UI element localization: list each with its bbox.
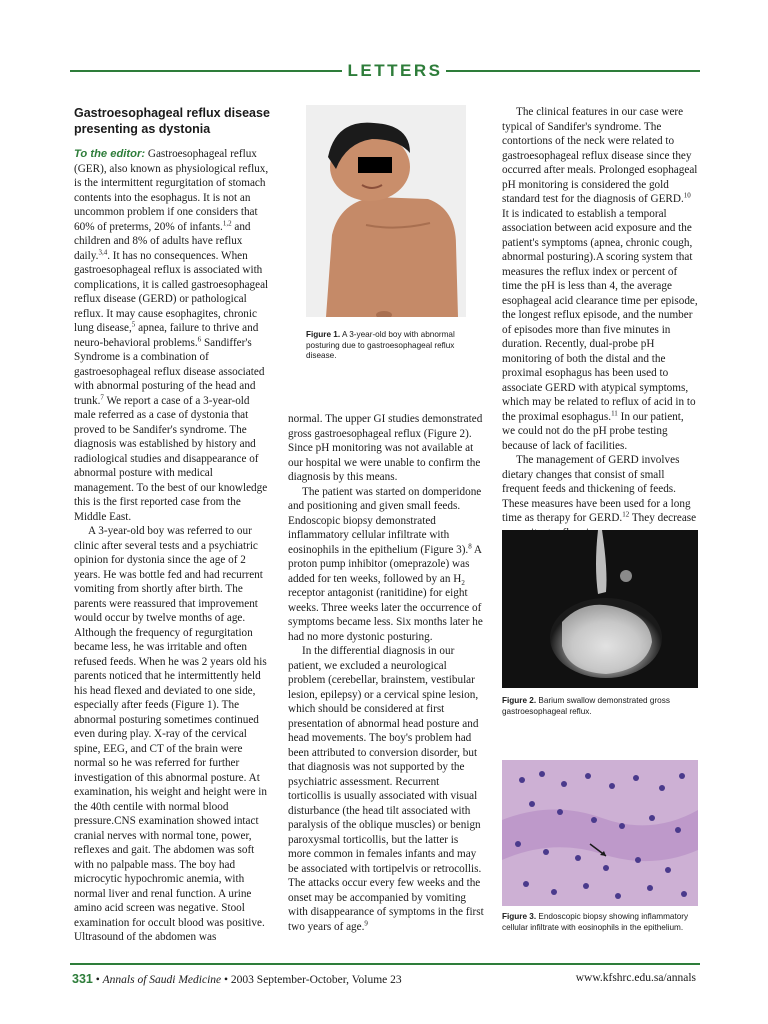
figure-1-caption: Figure 1. A 3-year-old boy with abnormal posturing due to gastroesophageal reflux disease.: [306, 330, 455, 360]
paragraph: normal. The upper GI studies demonstrated gross gastroesophageal reflux (Figure 2). Since pH monitoring was not available at our hospital we were unable to confirm the diagnosis by this means.: [288, 413, 483, 483]
paragraph: The patient was started on domperidone and positioning and given small feeds. Endoscopic biopsy demonstrated inflammatory cellular infiltrate with eosinophils in the epithelium (Figure 3).$^8$ A proton pump inhibitor (omeprazole) was added for ten weeks, followed by an $H_2$ receptor antagonist (ranitidine) for eight weeks. Three weeks later the occurrence of symptoms became less. Six months later he had no more dystonic posturing.: [288, 485, 483, 643]
lead-in: To the editor:: [74, 148, 146, 160]
column-3: [502, 105, 698, 540]
journal-name: Annals of Saudi Medicine: [102, 974, 222, 986]
paragraph: The clinical features in our case were typical of Sandifer's syndrome. The contortions of the neck were related to gastroesophageal reflux disease since they occurred after meals. Prolonged esophageal pH monitoring is considered the gold standard test for the diagnosis of GERD.$^{10}$ It is indicated to establish a temporal association between acid exposure and the patient's symptoms (apnea, chronic cough, abnormal posturing).A scoring system that measures the reflux index or percent of time the pH is less than 4, the average esophageal acid clearance time per episode, the longest reflux episode, and the number of episodes more than five minutes in duration. Recently, dual-probe pH monitoring of both the distal and the proximal esophagus has been used to associate GERD with atypical symptoms, which may be related to reflux of acid in to the proximal esophagus.$^{11}$ In our patient, we could not do the pH probe testing because of lack of facilities.: [502, 106, 698, 452]
ref: 6: [197, 334, 202, 343]
figure-3-histology: [502, 760, 698, 906]
column-1: [74, 105, 270, 945]
figure-2-caption: Figure 2. Barium swallow demonstrated gross gastroesophageal reflux.: [502, 696, 670, 716]
ref: 1,2: [222, 218, 232, 227]
header-rule-left: [70, 70, 342, 72]
footer-citation: 331 • Annals of Saudi Medicine • 2003 September-October, Volume 23: [72, 972, 402, 986]
child-photo-illustration: [306, 105, 466, 317]
section-header: [70, 60, 700, 82]
ref: 7: [100, 392, 104, 401]
subscript: 2: [461, 578, 465, 587]
page-number: 331: [72, 972, 93, 986]
paragraph: A 3-year-old boy was referred to our clinic after several tests and a psychiatric opinion for dystonia since the age of 2 years. He was bottle fed and had recurrent vomiting from shortly after birth. The parents were reassured that improvement would occur by twelve months of age. Although the frequency of regurgitation became less, he was irritable and often refused feeds. When he was 2 years old his parents noticed that he intermittently held his head flexed and deviated to one side, especially after feeds (Figure 1). The abnormal posturing sometimes continued even during play. X-ray of the cervical spine, EEG, and CT of the brain were normal so he was referred for further investigation of this abnormal posture. At examination, his weight and height were in the 40th centile with normal blood pressure.CNS examination showed intact cranial nerves with normal tone, power, reflexes and gait. The abdomen was soft with no palpable mass. The boy had microcytic hypochromic anemia, with normal liver and renal function. A urine amino acid screen was negative. Stool examination for occult blood was positive. Ultrasound of the abdomen was: [74, 525, 267, 943]
footer-rule: [70, 963, 700, 965]
article-title: Gastroesophageal reflux disease presenting as dystonia: [74, 106, 270, 136]
ref: 8: [468, 541, 472, 550]
biopsy-histology-illustration: [502, 760, 698, 906]
issue-info: 2003 September-October, Volume 23: [230, 974, 402, 986]
ref: 10: [683, 191, 691, 200]
paragraph: In the differential diagnosis in our patient, we excluded a neurological problem (cerebellar, brainstem, vestibular lesion, epilepsy) or a cervical spine lesion, which should be considered at first presentation of abnormal head posture and head movements. The boy's problem had been attributed to conversion disorder, but that diagnosis was not supported by the psychiatric assessment. Recurrent torticollis is usually associated with visual disturbance (the head tilt associated with paralysis of the oblique muscles) or benign paroxysmal torticollis, but the latter is more common in females infants and may be associated with tortipelvis or retrocollis. The attacks occur every few weeks and the onset may be accompanied by vomiting with disappearance of symptoms in the first two years of age.$^9$: [288, 645, 484, 933]
footer-url: www.kfshrc.edu.sa/annals: [575, 972, 696, 984]
figure-1-photo: [306, 105, 466, 317]
barium-xray-illustration: [502, 530, 698, 688]
column-2: [288, 412, 484, 934]
ref: 9: [364, 918, 368, 927]
paragraph: The management of GERD involves dietary changes that consist of small frequent feeds and thickening of feeds. These measures have been used for a long time as therapy for GERD.$^{12}$ They decrease: [502, 454, 697, 524]
ref: 12: [622, 510, 630, 519]
ref: 11: [611, 408, 618, 417]
paragraph: To the editor: Gastroesophageal reflux (GER), also known as physiological reflux, is the intermittent regurgitation of stomach contents into the esophagus. It is not an uncommon problem if one considers that 60% of preterms, 20% of infants.$^{1,2}$ and children and 8% of adults have reflux daily.$^{3,4}$. It has no consequences. When gastroesophageal reflux is associated with complications, it is called gastroesophageal reflux disease (GERD) or pathological reflux. It may cause esophagites, chronic lung disease,$^5$ apnea, failure to thrive and neuro-behavioral problems.$^6$ Sandiffer's Syndrome is a combination of gastroesophageal reflux disease associated with abnormal posturing of the head and trunk.$^7$ We report a case of a 3-year-old male referred as a case of dystonia that proved to be Sandifer's syndrome. The diagnosis was established by history and radiological studies and disappearance of abnormal posture with medical management. To the best of our knowledge this is the first reported case from the Middle East.: [74, 148, 269, 523]
figure-2-xray: [502, 530, 698, 688]
ref: 3,4: [98, 247, 108, 256]
figure-3-caption: Figure 3. Endoscopic biopsy showing inflammatory cellular infiltrate with eosinophils in the epithelium.: [502, 912, 689, 932]
ref: 5: [131, 320, 136, 329]
section-title: LETTERS: [347, 61, 443, 80]
header-rule-right: [446, 70, 700, 72]
